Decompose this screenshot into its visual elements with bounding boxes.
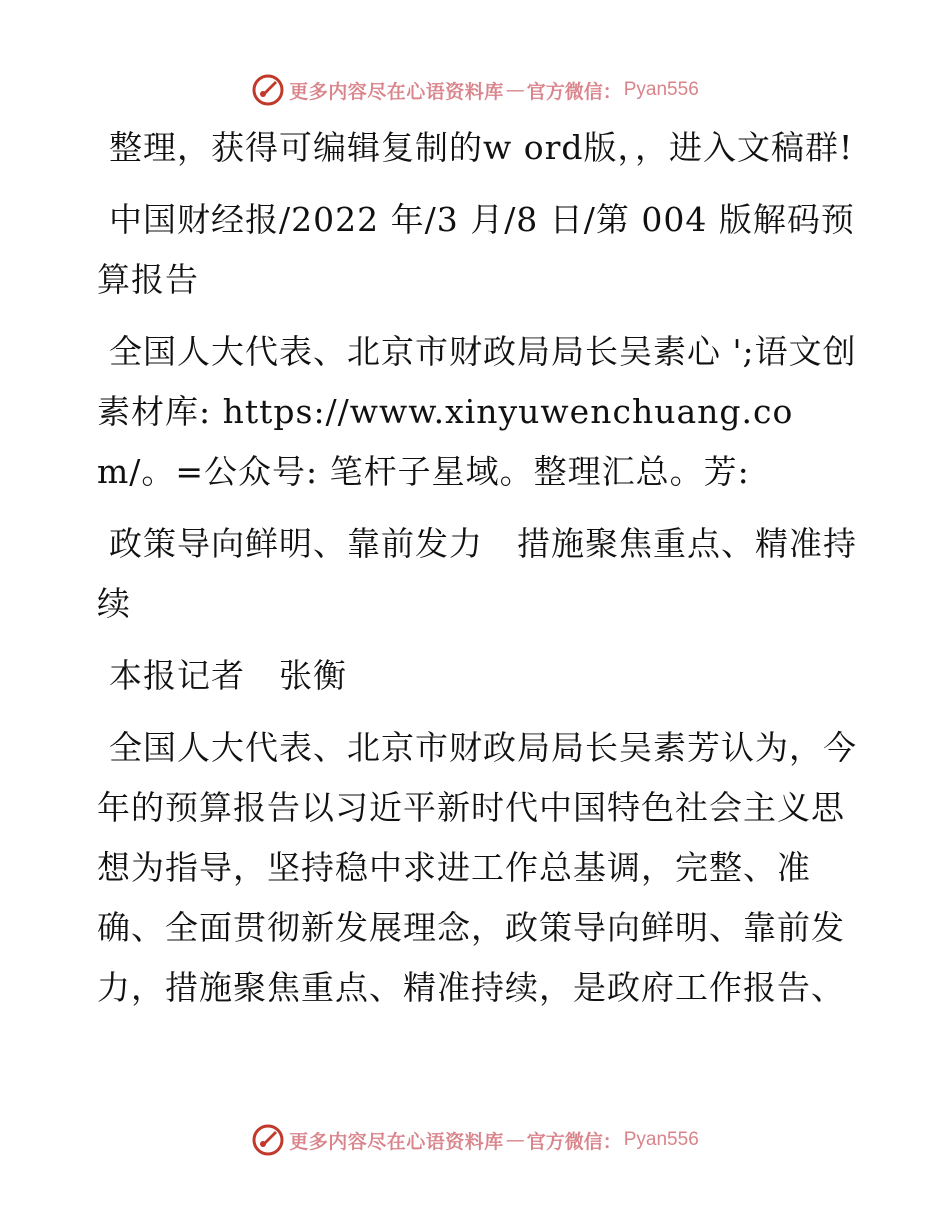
banner-wechat-id: Pyan556 [623, 1129, 699, 1150]
logo-icon [251, 73, 285, 107]
banner-main-text: 更多内容尽在心语资料库 [289, 80, 504, 103]
banner-dash: — [505, 79, 525, 101]
document-body [97, 118, 857, 1030]
banner-dash: — [505, 1129, 525, 1151]
paragraph-author-note: 全国人大代表、北京市财政局局长吴素心 ';语文创素材库: https://www.xinyuwenchuang.com/。=公众号: 笔杆子星域。整理汇总。芳: [97, 332, 857, 491]
header-banner [0, 70, 950, 110]
banner-wechat-label: 官方微信： [526, 1130, 622, 1153]
footer-banner [0, 1120, 950, 1160]
paragraph-headline: 政策导向鲜明、靠前发力 措施聚焦重点、精准持续 [97, 524, 857, 623]
banner-wechat-label: 官方微信： [526, 80, 622, 103]
paragraph-byline: 本报记者 张衡 [109, 656, 347, 695]
paragraph-intro: 整理，获得可编辑复制的w ord版，，进入文稿群! [109, 128, 854, 167]
paragraph-source: 中国财经报/2022 年/3 月/8 日/第 004 版解码预算报告 [97, 200, 855, 299]
logo-icon [251, 1123, 285, 1157]
banner-wechat-id: Pyan556 [623, 79, 699, 100]
paragraph-body: 全国人大代表、北京市财政局局长吴素芳认为，今年的预算报告以习近平新时代中国特色社会主义思想为指导，坚持稳中求进工作总基调，完整、准确、全面贯彻新发展理念，政策导向鲜明、靠前发力，措施聚焦重点、精准持续，是政府工作报告、 [97, 728, 857, 1007]
banner-main-text: 更多内容尽在心语资料库 [289, 1130, 504, 1153]
